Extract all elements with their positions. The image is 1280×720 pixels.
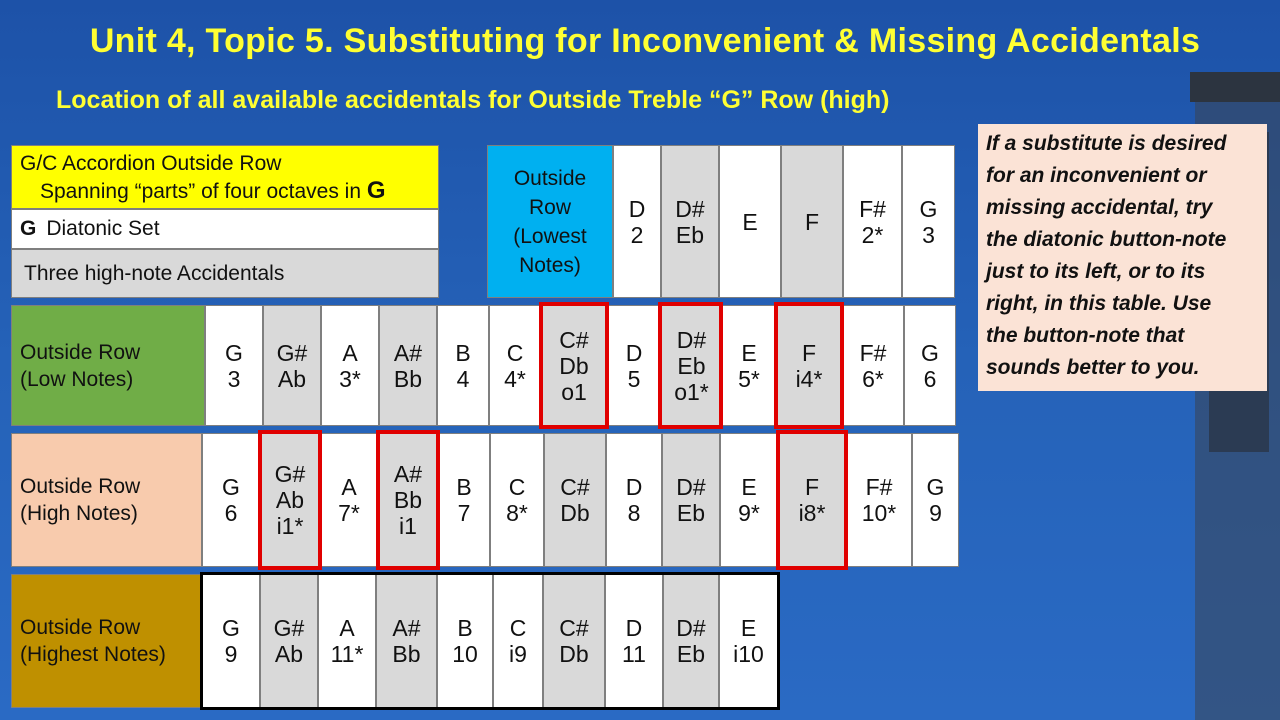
note-cell-high-5: B 7 — [438, 433, 490, 567]
legend-accordion-line2 — [20, 177, 430, 205]
note-cell-high-11: F i8* — [778, 433, 846, 567]
note-cell-high-6: C 8* — [490, 433, 544, 567]
note-cell-lowest-6: G 3 — [902, 145, 955, 298]
note-cell-low-3: A 3* — [321, 305, 379, 426]
note-cell-low-2: G# Ab — [263, 305, 321, 426]
note-cell-low-13: G 6 — [904, 305, 956, 426]
legend-lowest-label-cell — [487, 145, 613, 298]
note-cell-highest-1: G 9 — [202, 574, 260, 708]
note-cell-high-4: A# Bb i1 — [378, 433, 438, 567]
note-line-2: for an inconvenient or — [986, 164, 1207, 187]
note-cell-low-8: D 5 — [607, 305, 661, 426]
note-cell-low-12: F# 6* — [842, 305, 904, 426]
legend-accordion-cell — [11, 145, 439, 209]
note-cell-high-3: A 7* — [320, 433, 378, 567]
note-line-6: right, in this table. Use — [986, 292, 1212, 315]
note-cell-low-1: G 3 — [205, 305, 263, 426]
note-cell-highest-2: G# Ab — [260, 574, 318, 708]
note-cell-lowest-2: D# Eb — [661, 145, 719, 298]
note-cell-high-10: E 9* — [720, 433, 778, 567]
note-cell-highest-10: E i10 — [719, 574, 778, 708]
row-label-low: Outside Row (Low Notes) — [11, 305, 205, 426]
lowest-label-line-3: (Lowest — [513, 224, 587, 248]
row-label-high: Outside Row (High Notes) — [11, 433, 202, 567]
note-cell-high-9: D# Eb — [662, 433, 720, 567]
legend-accordion-span-text: Spanning “parts” of four octaves in — [40, 180, 367, 203]
note-cell-highest-4: A# Bb — [376, 574, 437, 708]
row-label-highest: Outside Row (Highest Notes) — [11, 574, 202, 708]
note-cell-lowest-1: D 2 — [613, 145, 661, 298]
note-cell-high-8: D 8 — [606, 433, 662, 567]
note-cell-high-1: G 6 — [202, 433, 260, 567]
note-cell-high-2: G# Ab i1* — [260, 433, 320, 567]
note-line-5: just to its left, or to its — [986, 260, 1206, 283]
note-cell-highest-9: D# Eb — [663, 574, 719, 708]
legend-accordion-key: G — [366, 177, 386, 204]
note-cell-high-12: F# 10* — [846, 433, 912, 567]
note-cell-low-4: A# Bb — [379, 305, 437, 426]
note-cell-lowest-5: F# 2* — [843, 145, 902, 298]
note-line-8: sounds better to you. — [986, 356, 1200, 379]
note-line-1: If a substitute is desired — [986, 132, 1227, 155]
note-cell-low-10: E 5* — [722, 305, 776, 426]
slide-title: Unit 4, Topic 5. Substituting for Inconvenient & Missing Accidentals — [89, 22, 1201, 60]
note-cell-highest-7: C# Db — [543, 574, 605, 708]
note-cell-highest-6: C i9 — [493, 574, 543, 708]
note-cell-highest-8: D 11 — [605, 574, 663, 708]
legend-diatonic-cell — [11, 209, 439, 249]
note-line-7: the button-note that — [986, 324, 1185, 347]
legend-accidentals-text: Three high-note Accidentals — [24, 261, 285, 285]
legend-accidentals-cell — [11, 249, 439, 298]
legend-diatonic-text: Diatonic Set — [46, 217, 160, 240]
note-cell-low-9: D# Eb o1* — [661, 305, 722, 426]
note-cell-lowest-4: F — [781, 145, 843, 298]
slide-subtitle: Location of all available accidentals for Outside Treble “G” Row (high) — [56, 86, 890, 114]
note-cell-high-13: G 9 — [912, 433, 959, 567]
note-cell-low-6: C 4* — [489, 305, 541, 426]
lowest-label-line-2: Row — [528, 195, 571, 219]
note-line-4: the diatonic button-note — [986, 228, 1227, 251]
lowest-label-line-4: Notes) — [519, 253, 581, 277]
legend-accordion-line1: G/C Accordion Outside Row — [20, 152, 282, 175]
lowest-label-line-1: Outside — [513, 166, 587, 190]
note-cell-highest-3: A 11* — [318, 574, 376, 708]
note-cell-lowest-3: E — [719, 145, 781, 298]
note-cell-highest-5: B 10 — [437, 574, 493, 708]
note-cell-low-5: B 4 — [437, 305, 489, 426]
note-cell-high-7: C# Db — [544, 433, 606, 567]
substitute-note-box — [978, 124, 1267, 391]
note-cell-low-11: F i4* — [776, 305, 842, 426]
legend-diatonic-key: G — [20, 217, 37, 240]
note-cell-low-7: C# Db o1 — [541, 305, 607, 426]
note-line-3: missing accidental, try — [986, 196, 1213, 219]
